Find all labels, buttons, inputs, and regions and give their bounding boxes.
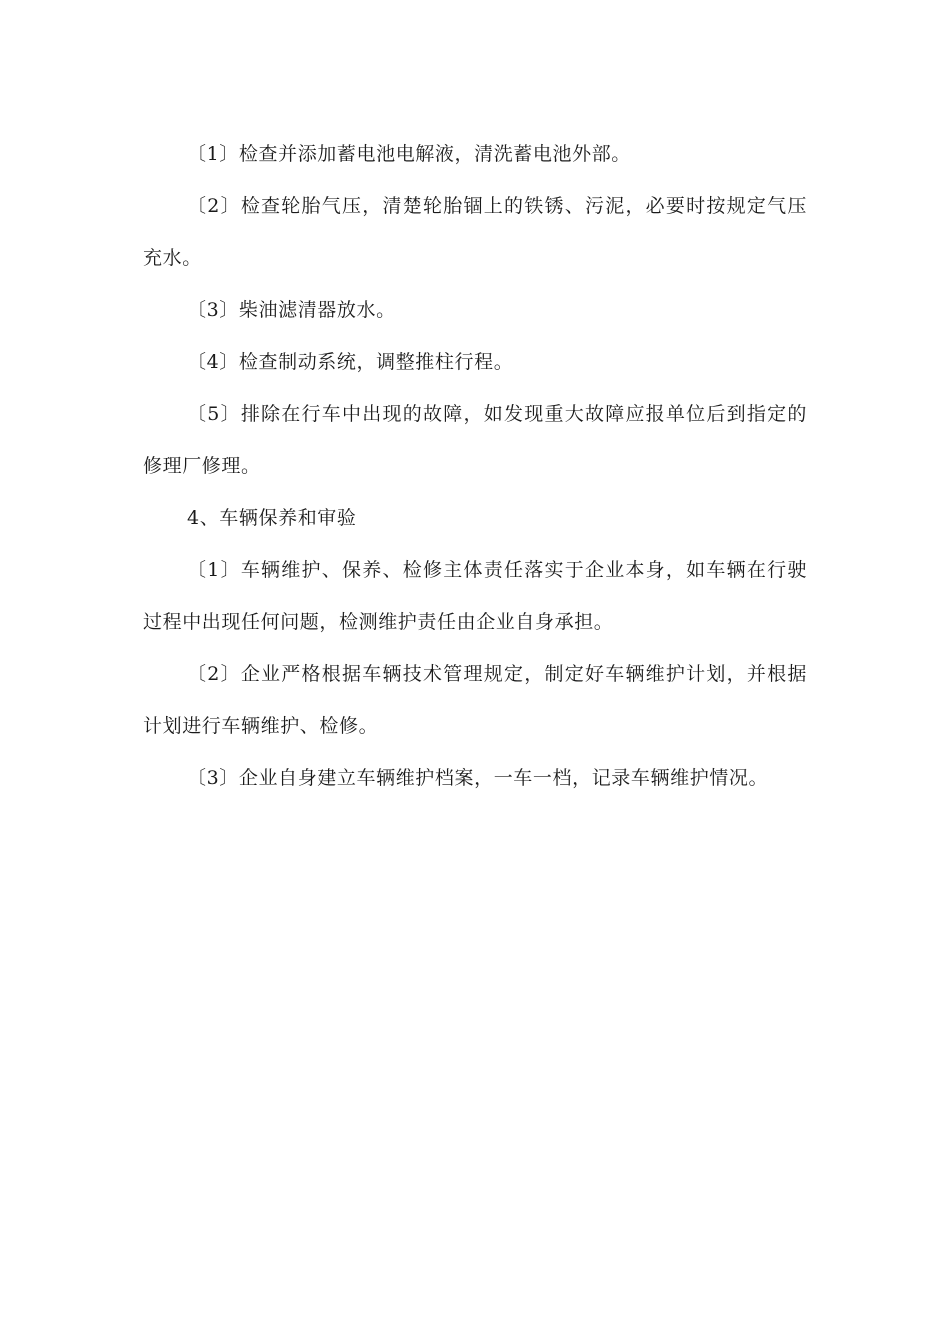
paragraph-battery-check: 〔1〕检查并添加蓄电池电解液，清洗蓄电池外部。 (187, 143, 631, 165)
paragraph-diesel-filter: 〔3〕柴油滤清器放水。 (187, 299, 396, 321)
paragraph-maintenance-plan: 〔2〕企业严格根据车辆技术管理规定，制定好车辆维护计划，并根据计划进行车辆维护、检修。 (143, 663, 807, 737)
paragraph-tire-pressure: 〔2〕检查轮胎气压，清楚轮胎锢上的铁锈、污泥，必要时按规定气压充水。 (143, 195, 807, 269)
section-heading-maintenance: 4、车辆保养和审验 (187, 507, 357, 529)
paragraph-brake-system: 〔4〕检查制动系统，调整推柱行程。 (187, 351, 514, 373)
paragraph-responsibility: 〔1〕车辆维护、保养、检修主体责任落实于企业本身，如车辆在行驶过程中出现任何问题，检测维护责任由企业自身承担。 (143, 559, 807, 633)
paragraph-fault-removal: 〔5〕排除在行车中出现的故障，如发现重大故障应报单位后到指定的修理厂修理。 (143, 403, 807, 477)
paragraph-maintenance-records: 〔3〕企业自身建立车辆维护档案，一车一档，记录车辆维护情况。 (187, 767, 769, 789)
document-body (143, 128, 807, 791)
